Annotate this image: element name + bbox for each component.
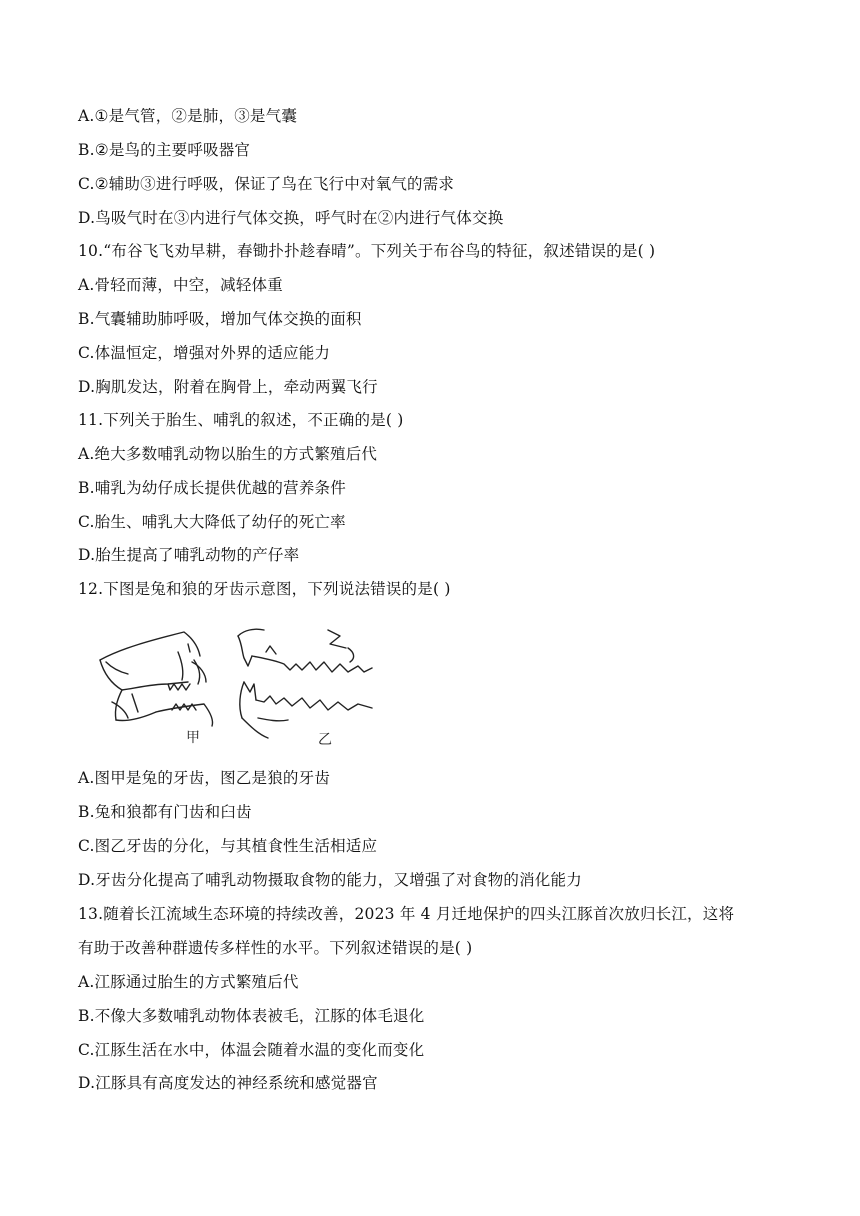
q10-option-b: B.气囊辅助肺呼吸，增加气体交换的面积 bbox=[78, 310, 362, 328]
q9-option-c: C.②辅助③进行呼吸，保证了鸟在飞行中对氧气的需求 bbox=[78, 175, 455, 193]
q9-option-d: D.鸟吸气时在③内进行气体交换，呼气时在②内进行气体交换 bbox=[78, 209, 504, 227]
q12-option-b: B.兔和狼都有门齿和臼齿 bbox=[78, 803, 252, 821]
q10-option-d: D.胸肌发达，附着在胸骨上，牵动两翼飞行 bbox=[78, 378, 378, 396]
q11-option-a: A.绝大多数哺乳动物以胎生的方式繁殖后代 bbox=[78, 445, 378, 463]
wolf-jaw-drawing bbox=[238, 629, 372, 738]
q12-option-d: D.牙齿分化提高了哺乳动物摄取食物的能力，又增强了对食物的消化能力 bbox=[78, 871, 582, 889]
q13-option-a: A.江豚通过胎生的方式繁殖后代 bbox=[78, 973, 299, 991]
q10-stem: 10.“布谷飞飞劝早耕，春锄扑扑趁春晴”。下列关于布谷鸟的特征，叙述错误的是( ) bbox=[78, 242, 656, 260]
q10-option-a: A.骨轻而薄，中空，减轻体重 bbox=[78, 276, 283, 294]
q12-stem: 12.下图是兔和狼的牙齿示意图，下列说法错误的是( ) bbox=[78, 580, 451, 598]
q11-option-b: B.哺乳为幼仔成长提供优越的营养条件 bbox=[78, 479, 346, 497]
figure-label-yi: 乙 bbox=[318, 732, 332, 747]
q9-option-a: A.①是气管，②是肺，③是气囊 bbox=[78, 107, 298, 125]
q13-option-d: D.江豚具有高度发达的神经系统和感觉器官 bbox=[78, 1074, 378, 1092]
q13-option-c: C.江豚生活在水中，体温会随着水温的变化而变化 bbox=[78, 1041, 425, 1059]
q11-option-d: D.胎生提高了哺乳动物的产仔率 bbox=[78, 546, 300, 564]
figure-label-jia: 甲 bbox=[186, 730, 200, 746]
q10-option-c: C.体温恒定，增强对外界的适应能力 bbox=[78, 344, 331, 362]
teeth-diagram bbox=[92, 622, 382, 747]
q12-option-a: A.图甲是兔的牙齿，图乙是狼的牙齿 bbox=[78, 769, 331, 787]
teeth-diagram-svg bbox=[92, 622, 382, 747]
q11-stem: 11.下列关于胎生、哺乳的叙述，不正确的是( ) bbox=[78, 411, 404, 429]
rabbit-skull-drawing bbox=[100, 632, 213, 726]
q13-stem-line1: 13.随着长江流域生态环境的持续改善，2023 年 4 月迁地保护的四头江豚首次放归长江，这将 bbox=[78, 905, 735, 923]
q11-option-c: C.胎生、哺乳大大降低了幼仔的死亡率 bbox=[78, 513, 346, 531]
q13-option-b: B.不像大多数哺乳动物体表被毛，江豚的体毛退化 bbox=[78, 1007, 425, 1025]
q9-option-b: B.②是鸟的主要呼吸器官 bbox=[78, 141, 251, 159]
q12-option-c: C.图乙牙齿的分化，与其植食性生活相适应 bbox=[78, 837, 378, 855]
q13-stem-line2: 有助于改善种群遗传多样性的水平。下列叙述错误的是( ) bbox=[78, 939, 473, 957]
